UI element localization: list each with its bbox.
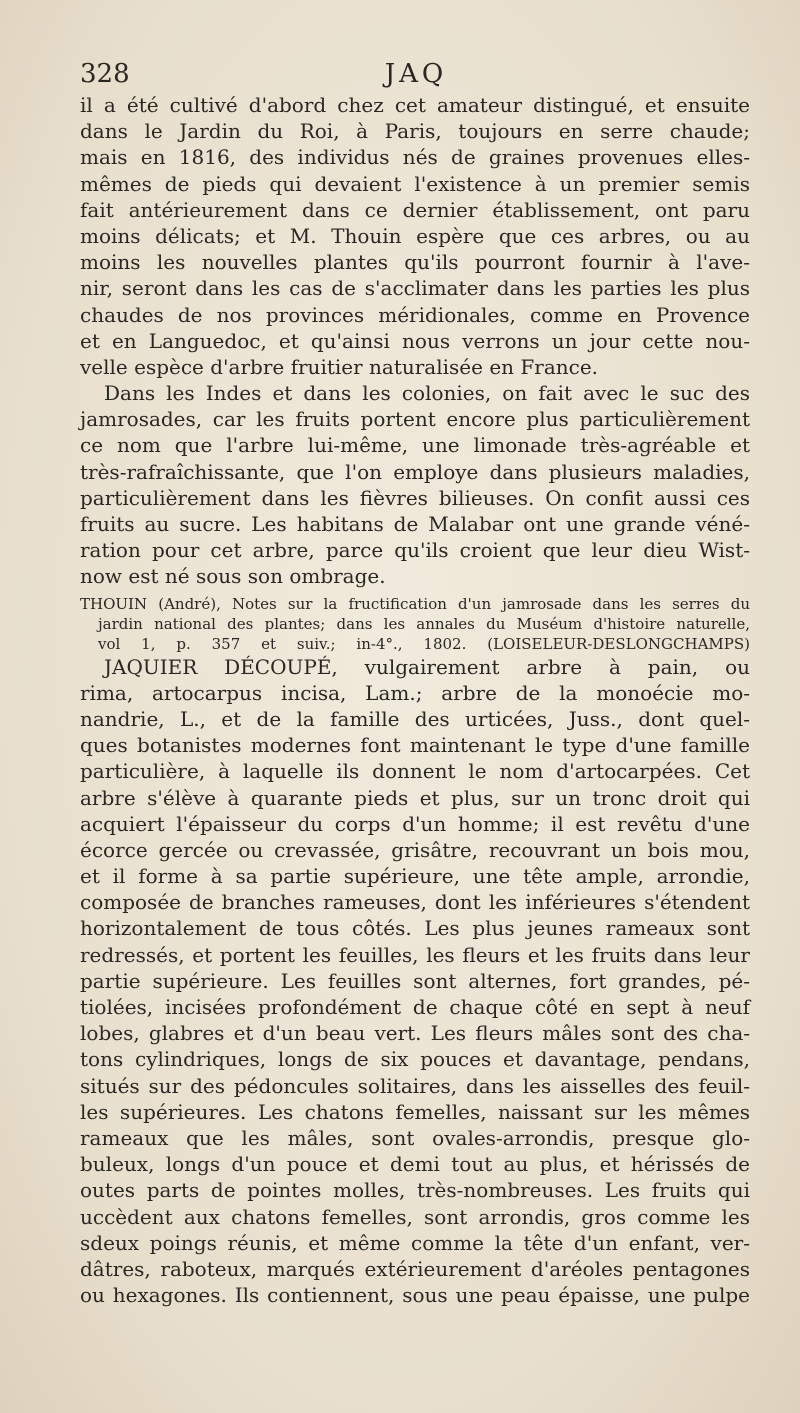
text-line: outes parts de pointes molles, très-nombreuses. Les fruits qui [80,1178,750,1203]
text-line: mais en 1816, des individus nés de graines provenues elles- [80,145,750,170]
entry-first-line [80,654,750,680]
text-line: et en Languedoc, et qu'ainsi nous verrons un jour cette nou- [80,328,750,353]
text-line: les supérieures. Les chatons femelles, naissant sur les mêmes [80,1099,750,1124]
text-line: il a été cultivé d'abord chez cet amateur distingué, et ensuite [80,93,750,117]
text-line: arbre s'élève à quarante pieds et plus, sur un tronc droit qui [80,785,750,810]
text-line: rima, artocarpus incisa, Lam.; arbre de la monoécie mo- [80,680,750,705]
text-line: tiolées, incisées profondément de chaque côté en sept à neuf [80,995,750,1019]
reference-line: jardin national des plantes; dans les annales du Muséum d'histoire naturelle, [98,614,750,633]
text-line: très-rafraîchissante, que l'on employe dans plusieurs maladies, [80,459,750,484]
running-head: JAQ [384,59,448,89]
text-line: acquiert l'épaisseur du corps d'un homme; il est revêtu d'une [80,811,750,836]
text-line: tons cylindriques, longs de six pouces et davantage, pendans, [80,1047,750,1072]
text-line: sdeux poings réunis, et même comme la tête d'un enfant, ver- [80,1230,750,1255]
text-line: et il forme à sa partie supérieure, une tête ample, arrondie, [80,864,750,889]
text-line: dans le Jardin du Roi, à Paris, toujours en serre chaude; [80,119,750,144]
text-line: fruits au sucre. Les habitans de Malabar ont une grande véné- [80,512,750,536]
text-line: fait antérieurement dans ce dernier établissement, ont paru [80,197,750,222]
text-line: composée de branches rameuses, dont les inférieures s'étendent [80,890,750,915]
text-line: rameaux que les mâles, sont ovales-arrondis, presque glo- [80,1125,750,1150]
text-line: situés sur des pédoncules solitaires, dans les aisselles des feuil- [80,1073,750,1098]
text-line: particulièrement dans les fièvres bilieuses. On confit aussi ces [80,485,750,510]
text-line: moins les nouvelles plantes qu'ils pourront fournir à l'ave- [80,250,750,275]
text-line: uccèdent aux chatons femelles, sont arrondis, gros comme les [80,1204,750,1229]
text-line: mêmes de pieds qui devaient l'existence à un premier semis [80,171,750,196]
text-line: redressés, et portent les feuilles, les fleurs et les fruits dans leur [80,942,750,967]
text-line: écorce gercée ou crevassée, grisâtre, recouvrant un bois mou, [80,837,750,862]
text-line: partie supérieure. Les feuilles sont alternes, fort grandes, pé- [80,968,750,993]
text-line: dâtres, raboteux, marqués extérieurement d'aréoles pentagones [80,1256,750,1281]
text-line: now est né sous son ombrage. [80,564,386,589]
text-line: nir, seront dans les cas de s'acclimater dans les parties les plus [80,276,750,301]
text-line: ration pour cet arbre, parce qu'ils croient que leur dieu Wist- [80,538,750,563]
text-line: lobes, glabres et d'un beau vert. Les fleurs mâles sont des cha- [80,1021,750,1046]
text-line: moins délicats; et M. Thouin espère que ces arbres, ou au [80,223,750,248]
text-line: particulière, à laquelle ils donnent le nom d'artocarpées. Cet [80,759,750,784]
text-line: nandrie, L., et de la famille des urticées, Juss., dont quel- [80,706,750,731]
text-line: , vulgairement arbre à pain, ou [331,654,750,679]
text-line: velle espèce d'arbre fruitier naturalisée en France. [80,354,599,379]
bibliographic-reference [80,594,750,654]
reference-line: THOUIN (André), Notes sur la fructification d'un jamrosade dans les serres du [80,594,750,613]
paragraph-indes [80,380,750,590]
entry-headword: JAQUIER DÉCOUPÉ [104,654,332,679]
continuation-paragraph [80,92,750,380]
body-text [80,92,750,1308]
text-line: Dans les Indes et dans les colonies, on fait avec le suc des [104,381,750,406]
text-line: ou hexagones. Ils contiennent, sous une peau épaisse, une pulpe [80,1283,750,1308]
text-line: chaudes de nos provinces méridionales, comme en Provence [80,302,750,327]
text-line: ques botanistes modernes font maintenant le type d'une famille [80,733,750,758]
reference-line: vol 1, p. 357 et suiv.; in-4°., 1802. (LOISELEUR-DESLONGCHAMPS) [98,634,750,653]
page-header [80,58,752,90]
dictionary-entry-jaquier [80,654,750,1309]
text-line: horizontalement de tous côtés. Les plus jeunes rameaux sont [80,916,750,941]
page-number: 328 [80,59,130,89]
text-line: jamrosades, car les fruits portent encore plus particulièrement [80,407,750,432]
text-line: ce nom que l'arbre lui-même, une limonade très-agréable et [80,433,750,458]
text-line: buleux, longs d'un pouce et demi tout au plus, et hérissés de [80,1152,750,1177]
